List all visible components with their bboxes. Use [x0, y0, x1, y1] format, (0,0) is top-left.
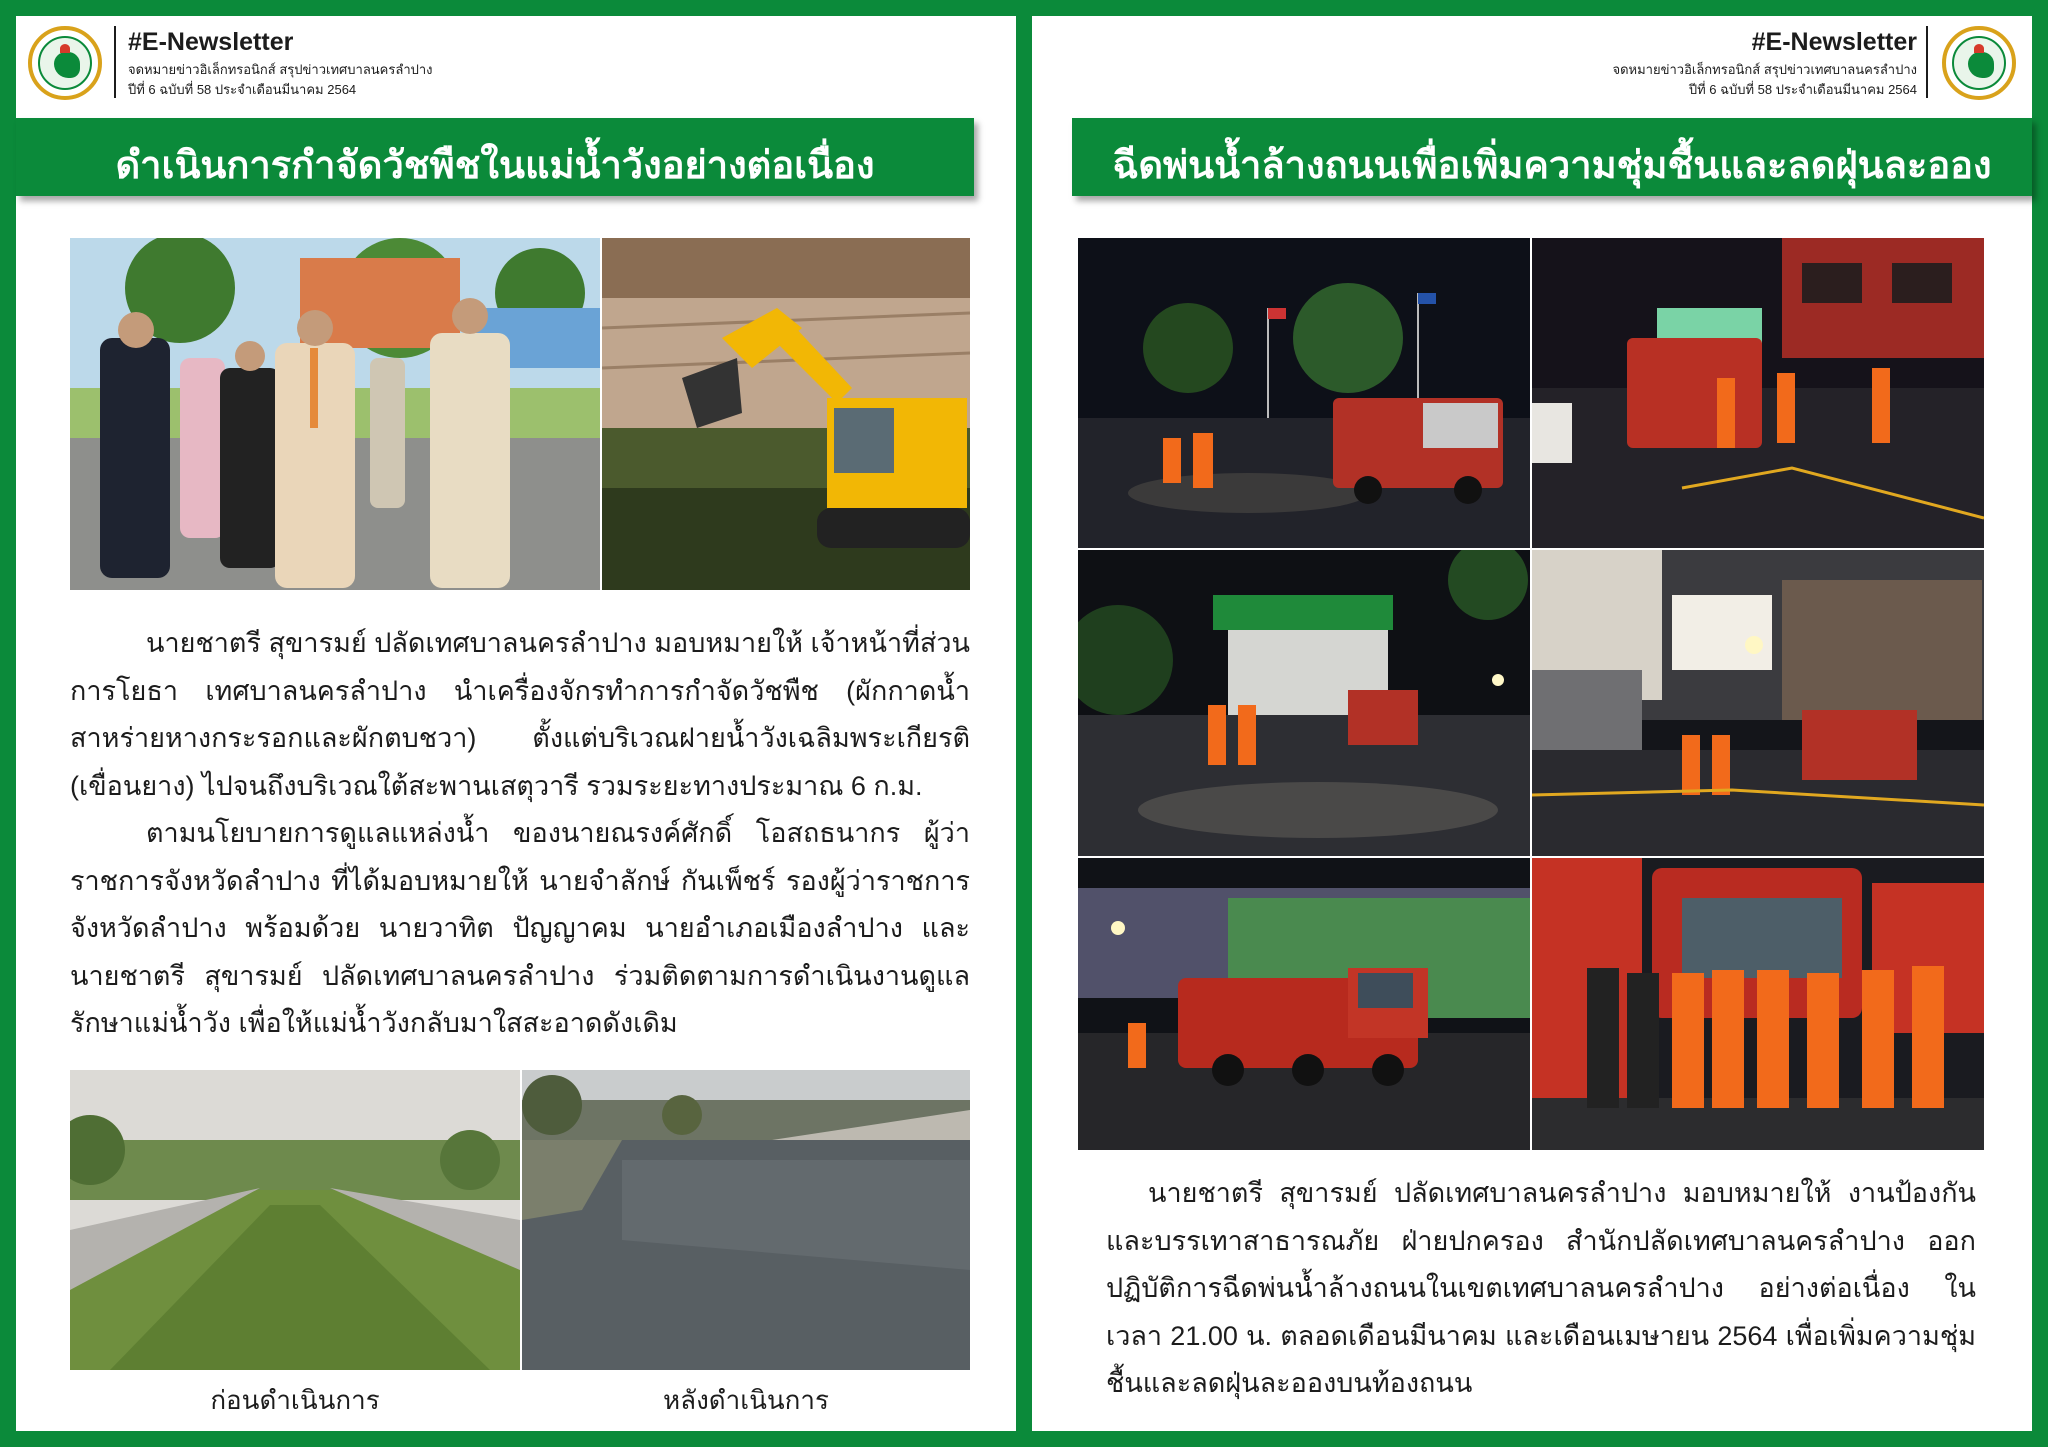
left-article-paragraph-1: นายชาตรี สุขารมย์ ปลัดเทศบาลนครลำปาง มอบหมายให้ เจ้าหน้าที่ส่วนการโยธา เทศบาลนครลำปาง นำเครื่องจักรทำการกำจัดวัชพืช (ผักกาดน้ำ สาหร่ายหางกระรอกและผักตบชวา) ตั้งแต่บริเวณฝายน้ำวังเฉลิมพระเกียรติ (เขื่อนยาง) ไปจนถึงบริเวณใต้สะพานเสตุวารี รวมระยะทางประมาณ 6 ก.ม.	[70, 628, 970, 801]
right-article-banner	[1072, 118, 2032, 196]
newsletter-title: #E-Newsletter	[1751, 28, 1917, 56]
header-divider	[114, 26, 116, 98]
newsletter-issue: ปีที่ 6 ฉบับที่ 58 ประจำเดือนมีนาคม 2564	[1688, 82, 1917, 97]
photo-river-before	[70, 1070, 520, 1370]
header-divider	[1926, 26, 1928, 98]
photo-fire-crew-group	[1532, 858, 1984, 1150]
photo-night-fire-truck-3	[1078, 550, 1530, 856]
photo-night-fire-truck-4	[1532, 550, 1984, 856]
municipality-logo-left	[28, 26, 102, 100]
newsletter-subtitle: จดหมายข่าวอิเล็กทรอนิกส์ สรุปข่าวเทศบาลนครลำปาง	[128, 62, 433, 77]
left-article-banner	[16, 118, 974, 196]
caption-after: หลังดำเนินการ	[663, 1385, 829, 1415]
rooster-icon	[1968, 52, 1994, 78]
photo-night-fire-truck-1	[1078, 238, 1530, 548]
municipality-logo-right	[1942, 26, 2016, 100]
left-article-paragraph-2: ตามนโยบายการดูแลแหล่งน้ำ ของนายณรงค์ศักดิ์ โอสถธนากร ผู้ว่าราชการจังหวัดลำปาง ที่ได้มอบหมายให้ นายจำลักษ์ กันเพ็ชร์ รองผู้ว่าราชการจังหวัดลำปาง พร้อมด้วย นายวาทิต ปัญญาคม นายอำเภอเมืองลำปาง และ นายชาตรี สุขารมย์ ปลัดเทศบาลนครลำปาง ร่วมติดตามการดำเนินงานดูแลรักษาแม่น้ำวัง เพื่อให้แม่น้ำวังกลับมาใสสะอาดดังเดิม	[70, 818, 970, 1038]
rooster-icon	[54, 52, 80, 78]
left-article-title: ดำเนินการกำจัดวัชพืชในแม่น้ำวังอย่างต่อเนื่อง	[115, 145, 875, 187]
caption-before: ก่อนดำเนินการ	[210, 1385, 380, 1415]
page-spine	[1016, 0, 1032, 1447]
right-article-paragraph: นายชาตรี สุขารมย์ ปลัดเทศบาลนครลำปาง มอบหมายให้ งานป้องกันและบรรเทาสาธารณภัย ฝ่ายปกครอง สำนักปลัดเทศบาลนครลำปาง ออกปฏิบัติการฉีดพ่นน้ำล้างถนนในเขตเทศบาลนครลำปาง อย่างต่อเนื่อง ในเวลา 21.00 น. ตลอดเดือนมีนาคม และเดือนเมษายน 2564 เพื่อเพิ่มความชุ่มชื้นและลดฝุ่นละอองบนท้องถนน	[1106, 1178, 1976, 1398]
right-article-title: ฉีดพ่นน้ำล้างถนนเพื่อเพิ่มความชุ่มชื้นและลดฝุ่นละออง	[1112, 145, 1992, 187]
photo-excavator-river	[602, 238, 970, 590]
photo-river-after	[522, 1070, 970, 1370]
photo-night-fire-truck-5	[1078, 858, 1530, 1150]
newsletter-subtitle: จดหมายข่าวอิเล็กทรอนิกส์ สรุปข่าวเทศบาลนครลำปาง	[1612, 62, 1917, 77]
newsletter-title: #E-Newsletter	[128, 28, 294, 56]
newsletter-issue: ปีที่ 6 ฉบับที่ 58 ประจำเดือนมีนาคม 2564	[128, 82, 357, 97]
photo-night-fire-truck-2	[1532, 238, 1984, 548]
photo-officials-inspection	[70, 238, 600, 590]
